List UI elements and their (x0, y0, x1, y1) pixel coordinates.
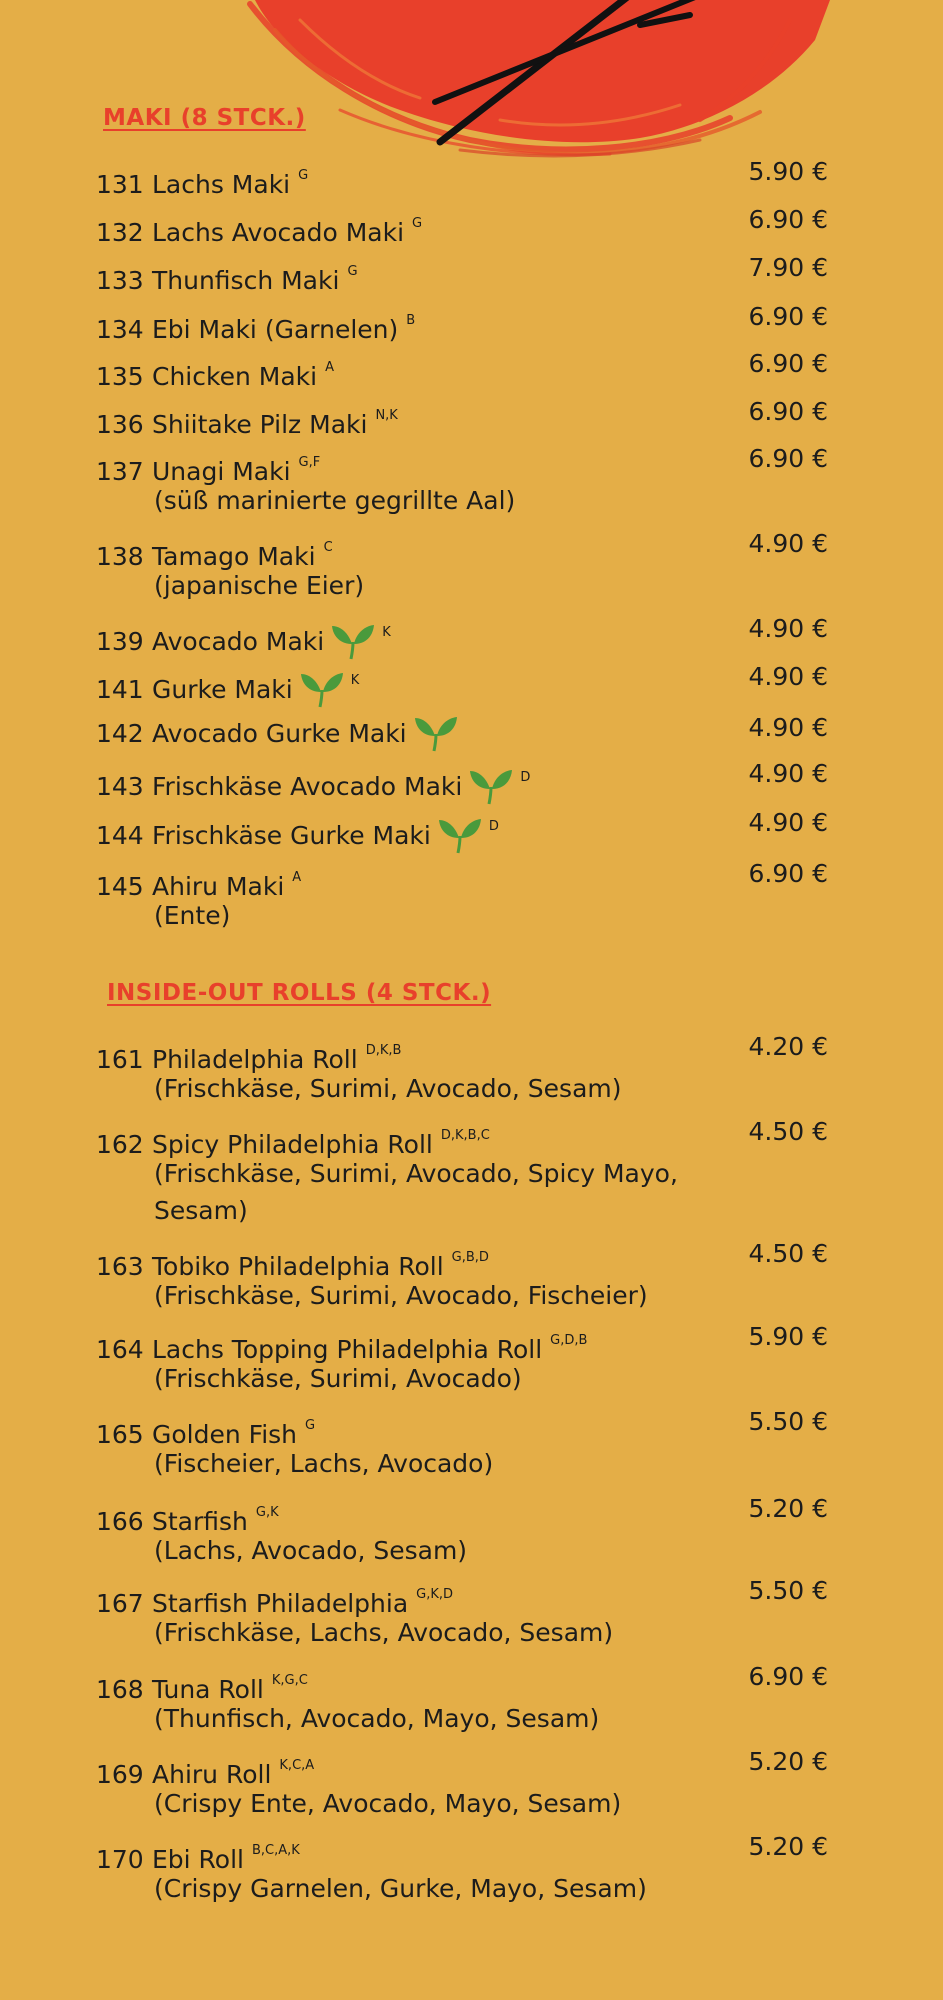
item-name: Ahiru Roll (152, 1760, 272, 1789)
item-number: 143 (96, 772, 144, 801)
item-number: 137 (96, 457, 144, 486)
allergen-codes: B (406, 313, 416, 328)
allergen-codes: K (350, 673, 360, 688)
allergen-codes: K (382, 625, 391, 640)
allergen-codes: K,C,A (279, 1758, 315, 1773)
menu-item (96, 1576, 836, 1647)
allergen-codes: B,C,A,K (252, 1843, 300, 1858)
item-name: Spicy Philadelphia Roll (152, 1130, 433, 1159)
item-name: Unagi Maki (152, 457, 291, 486)
item-price: 6.90 € (748, 1662, 828, 1691)
item-name: Lachs Maki (152, 170, 291, 199)
menu-item-line (96, 206, 422, 251)
allergen-codes: D (520, 770, 531, 785)
item-price: 6.90 € (748, 859, 828, 888)
item-number: 141 (96, 675, 144, 704)
item-name: Ebi Maki (Garnelen) (152, 315, 399, 344)
item-name: Shiitake Pilz Maki (152, 410, 368, 439)
item-price: 5.90 € (748, 1322, 828, 1351)
item-price: 5.50 € (748, 1407, 828, 1436)
item-description: (süß marinierte gegrillte Aal) (154, 486, 516, 515)
allergen-codes: G (347, 264, 358, 279)
menu-item (96, 1662, 836, 1733)
item-price: 4.90 € (748, 713, 828, 742)
item-name: Tamago Maki (152, 542, 316, 571)
menu-item (96, 714, 836, 754)
menu-item (96, 1832, 836, 1903)
item-price: 6.90 € (748, 397, 828, 426)
allergen-codes: C (323, 540, 333, 555)
vegetarian-leaf-icon (470, 767, 512, 805)
allergen-codes: G,K,D (416, 1587, 454, 1602)
item-name: Frischkäse Avocado Maki (152, 772, 463, 801)
allergen-codes: G,B,D (451, 1250, 489, 1265)
item-number: 164 (96, 1335, 144, 1364)
item-description: (Ente) (154, 901, 231, 930)
item-description: (Crispy Ente, Avocado, Mayo, Sesam) (154, 1789, 622, 1818)
menu-item (96, 529, 836, 600)
sun-chopsticks-decoration (0, 0, 943, 170)
item-description: (Frischkäse, Surimi, Avocado, Spicy Mayo, Sesam) (154, 1159, 678, 1225)
vegetarian-leaf-icon (301, 670, 343, 708)
menu-item (96, 444, 836, 515)
item-description: (Frischkäse, Surimi, Avocado) (154, 1364, 522, 1393)
item-name: Lachs Avocado Maki (152, 218, 405, 247)
item-price: 4.90 € (748, 529, 828, 558)
menu-item-line (96, 158, 308, 203)
item-name: Starfish Philadelphia (152, 1589, 409, 1618)
item-description: (japanische Eier) (154, 571, 365, 600)
allergen-codes: N,K (375, 408, 398, 423)
menu-item-line (96, 398, 398, 443)
item-name: Ahiru Maki (152, 872, 285, 901)
item-number: 132 (96, 218, 144, 247)
item-name: Thunfisch Maki (152, 266, 340, 295)
item-number: 136 (96, 410, 144, 439)
item-number: 131 (96, 170, 144, 199)
menu-item-line (96, 350, 334, 395)
allergen-codes: A (325, 360, 334, 375)
item-name: Avocado Gurke Maki (152, 719, 407, 748)
allergen-codes: D,K,B,C (440, 1128, 490, 1143)
allergen-codes: G (305, 1418, 316, 1433)
item-description: (Frischkäse, Surimi, Avocado, Fischeier) (154, 1281, 648, 1310)
item-description: (Crispy Garnelen, Gurke, Mayo, Sesam) (154, 1874, 647, 1903)
item-description: (Frischkäse, Lachs, Avocado, Sesam) (154, 1618, 614, 1647)
menu-item (96, 1239, 836, 1310)
menu-item (96, 158, 836, 198)
vegetarian-leaf-icon (415, 714, 457, 752)
menu-item (96, 1032, 836, 1103)
menu-item-line (96, 663, 359, 708)
item-number: 163 (96, 1252, 144, 1281)
item-price: 5.50 € (748, 1576, 828, 1605)
item-number: 135 (96, 362, 144, 391)
item-price: 4.90 € (748, 808, 828, 837)
item-name: Frischkäse Gurke Maki (152, 821, 431, 850)
item-price: 7.90 € (748, 253, 828, 282)
section-title: MAKI (8 STCK.) (103, 105, 306, 131)
item-number: 133 (96, 266, 144, 295)
item-price: 5.90 € (748, 157, 828, 186)
allergen-codes: A (292, 870, 302, 885)
item-price: 4.90 € (748, 759, 828, 788)
menu-item (96, 663, 836, 703)
item-number: 138 (96, 542, 144, 571)
menu-item (96, 254, 836, 294)
item-name: Chicken Maki (152, 362, 318, 391)
menu-item-line (96, 615, 391, 660)
item-number: 168 (96, 1675, 144, 1704)
item-number: 165 (96, 1420, 144, 1449)
item-number: 167 (96, 1589, 144, 1618)
menu-item (96, 1747, 836, 1818)
item-name: Ebi Roll (152, 1845, 244, 1874)
menu-item (96, 303, 836, 343)
allergen-codes: D,K,B (365, 1043, 402, 1058)
vegetarian-leaf-icon (332, 622, 374, 660)
item-name: Gurke Maki (152, 675, 293, 704)
menu-item (96, 615, 836, 655)
menu-item (96, 1322, 836, 1393)
menu-item (96, 1117, 836, 1225)
item-number: 139 (96, 627, 144, 656)
menu-item-line (96, 809, 499, 854)
menu-item (96, 398, 836, 438)
item-number: 142 (96, 719, 144, 748)
menu-item-line (96, 714, 457, 752)
item-price: 6.90 € (748, 349, 828, 378)
item-price: 6.90 € (748, 444, 828, 473)
item-name: Golden Fish (152, 1420, 298, 1449)
item-price: 5.20 € (748, 1747, 828, 1776)
menu-item (96, 350, 836, 390)
item-price: 6.90 € (748, 205, 828, 234)
item-number: 166 (96, 1507, 144, 1536)
vegetarian-leaf-icon (439, 816, 481, 854)
item-number: 161 (96, 1045, 144, 1074)
allergen-codes: G (298, 168, 309, 183)
item-price: 4.50 € (748, 1117, 828, 1146)
item-description: (Fischeier, Lachs, Avocado) (154, 1449, 494, 1478)
item-price: 5.20 € (748, 1494, 828, 1523)
allergen-codes: D (488, 819, 499, 834)
allergen-codes: G,K (255, 1505, 279, 1520)
menu-item (96, 1407, 836, 1478)
item-price: 4.90 € (748, 614, 828, 643)
allergen-codes: G,F (298, 455, 321, 470)
allergen-codes: G,D,B (550, 1333, 588, 1348)
menu-item-line (96, 303, 415, 348)
item-name: Philadelphia Roll (152, 1045, 358, 1074)
item-name: Tobiko Philadelphia Roll (152, 1252, 444, 1281)
item-description: (Frischkäse, Surimi, Avocado, Sesam) (154, 1074, 622, 1103)
menu-item-line (96, 760, 530, 805)
item-name: Lachs Topping Philadelphia Roll (152, 1335, 543, 1364)
item-price: 4.50 € (748, 1239, 828, 1268)
menu-item-line (96, 254, 358, 299)
item-price: 4.20 € (748, 1032, 828, 1061)
menu-item (96, 760, 836, 800)
item-name: Avocado Maki (152, 627, 325, 656)
allergen-codes: G (412, 216, 423, 231)
item-price: 4.90 € (748, 662, 828, 691)
allergen-codes: K,G,C (271, 1673, 308, 1688)
menu-item (96, 1494, 836, 1565)
item-price: 5.20 € (748, 1832, 828, 1861)
item-description: (Thunfisch, Avocado, Mayo, Sesam) (154, 1704, 600, 1733)
menu-item (96, 206, 836, 246)
item-price: 6.90 € (748, 302, 828, 331)
item-number: 170 (96, 1845, 144, 1874)
item-number: 134 (96, 315, 144, 344)
item-number: 145 (96, 872, 144, 901)
item-name: Starfish (152, 1507, 248, 1536)
menu-item (96, 859, 836, 930)
item-number: 169 (96, 1760, 144, 1789)
item-number: 162 (96, 1130, 144, 1159)
menu-item (96, 809, 836, 849)
section-title: INSIDE-OUT ROLLS (4 STCK.) (107, 980, 492, 1006)
item-description: (Lachs, Avocado, Sesam) (154, 1536, 468, 1565)
item-number: 144 (96, 821, 144, 850)
item-name: Tuna Roll (152, 1675, 264, 1704)
